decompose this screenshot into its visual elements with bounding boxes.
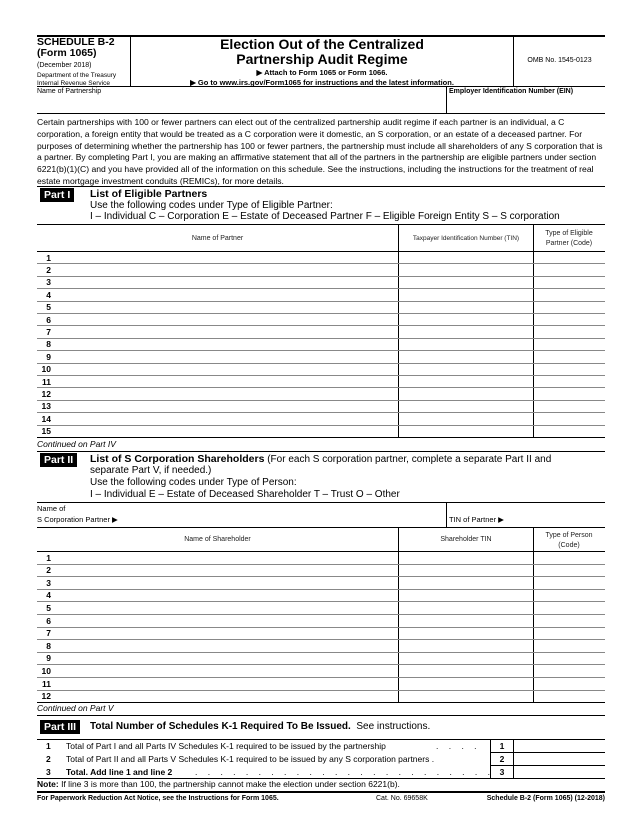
part1-partner-name-cell[interactable]: [56, 313, 398, 325]
scorp-partner-field[interactable]: [130, 504, 446, 526]
part2-shareholder-name-cell[interactable]: [56, 664, 398, 677]
part1-partner-name-cell[interactable]: [56, 400, 398, 412]
part1-partner-name-cell[interactable]: [56, 363, 398, 375]
scorp-partner-label: S Corporation Partner ▶: [37, 515, 118, 524]
part3-amount-field[interactable]: [514, 753, 605, 766]
part2-shareholder-name-cell[interactable]: [56, 690, 398, 703]
part2-tin-cell[interactable]: [399, 652, 533, 665]
note-text: If line 3 is more than 100, the partnership cannot make the election under section 6221(b).: [58, 779, 400, 789]
form-date: (December 2018): [37, 62, 92, 69]
omb-number: OMB No. 1545-0123: [527, 57, 592, 64]
part2-row-number: 7: [46, 628, 51, 639]
part2-row-number: 11: [42, 678, 51, 689]
note-label: Note:: [37, 779, 59, 789]
part1-type-cell[interactable]: [534, 325, 605, 337]
part3-leader-dots: . . . .: [436, 741, 481, 751]
part1-tin-cell[interactable]: [399, 387, 533, 399]
partnership-name-field[interactable]: [37, 97, 446, 112]
part1-partner-name-cell[interactable]: [56, 387, 398, 399]
part2-type-cell[interactable]: [534, 564, 605, 577]
part1-partner-name-cell[interactable]: [56, 301, 398, 313]
form-number: (Form 1065): [37, 47, 97, 59]
part3-line-text: Total. Add line 1 and line 2: [66, 767, 173, 777]
col-tin: Taxpayer Identification Number (TIN): [412, 235, 520, 242]
col-shareholder-tin: Shareholder TIN: [440, 536, 492, 543]
part3-line-number: 1: [46, 741, 51, 751]
tin-of-partner-field[interactable]: [515, 504, 605, 526]
part1-tin-cell[interactable]: [399, 412, 533, 424]
part2-title-rest: (For each S corporation partner, complete a separate Part II and: [264, 454, 552, 465]
part2-row-number: 2: [46, 565, 51, 576]
part3-see: See instructions.: [356, 721, 431, 732]
part2-row-number: 9: [46, 653, 51, 664]
part1-type-cell[interactable]: [534, 276, 605, 288]
part1-row-number: 7: [46, 326, 51, 337]
part1-row-number: 10: [41, 364, 51, 375]
part2-row-number: 6: [46, 615, 51, 626]
part2-label: Part II: [40, 453, 77, 467]
part3-amount-field[interactable]: [514, 740, 605, 753]
part2-type-cell[interactable]: [534, 652, 605, 665]
part3-line-text: Total of Part I and all Parts IV Schedules K-1 required to be issued by the partnership: [66, 741, 386, 751]
part1-partner-name-cell[interactable]: [56, 412, 398, 424]
ein-field[interactable]: [447, 97, 605, 112]
part2-title-line2: separate Part V, if needed.): [90, 465, 212, 476]
part2-row-number: 5: [46, 602, 51, 613]
part1-row-number: 5: [46, 302, 51, 313]
part2-tin-cell[interactable]: [399, 664, 533, 677]
part3-box-number: 3: [499, 767, 505, 777]
part1-tin-cell[interactable]: [399, 325, 533, 337]
part2-tin-cell[interactable]: [399, 589, 533, 602]
part1-partner-name-cell[interactable]: [56, 263, 398, 275]
part1-row-number: 3: [46, 277, 51, 288]
part1-partner-name-cell[interactable]: [56, 425, 398, 437]
part1-partner-name-cell[interactable]: [56, 350, 398, 362]
part1-tin-cell[interactable]: [399, 350, 533, 362]
part2-type-cell[interactable]: [534, 677, 605, 690]
part1-partner-name-cell[interactable]: [56, 338, 398, 350]
part2-shareholder-name-cell[interactable]: [56, 551, 398, 564]
part2-shareholder-name-cell[interactable]: [56, 639, 398, 652]
part2-shareholder-name-cell[interactable]: [56, 627, 398, 640]
part3-line-number: 3: [46, 767, 51, 777]
part1-codes-intro: Use the following codes under Type of Eligible Partner:: [90, 200, 333, 211]
part1-type-cell[interactable]: [534, 425, 605, 437]
part1-tin-cell[interactable]: [399, 263, 533, 275]
part2-tin-cell[interactable]: [399, 551, 533, 564]
part2-row-number: 12: [41, 691, 51, 702]
part2-shareholder-name-cell[interactable]: [56, 576, 398, 589]
footer-form-id: Schedule B-2 (Form 1065) (12-2018): [486, 795, 605, 802]
form-id-block: [37, 37, 137, 88]
part2-shareholder-name-cell[interactable]: [56, 677, 398, 690]
col-name-of-partner: Name of Partner: [191, 235, 244, 242]
part2-shareholder-name-cell[interactable]: [56, 652, 398, 665]
col-name-of-shareholder: Name of Shareholder: [184, 536, 251, 543]
part2-type-cell[interactable]: [534, 551, 605, 564]
part1-row-number: 8: [46, 339, 51, 350]
form-title: Election Out of the Centralized: [220, 36, 424, 52]
part1-partner-name-cell[interactable]: [56, 276, 398, 288]
part1-partner-name-cell[interactable]: [56, 251, 398, 263]
part1-tin-cell[interactable]: [399, 425, 533, 437]
part3-box-number: 2: [499, 754, 505, 764]
part1-tin-cell[interactable]: [399, 400, 533, 412]
part1-tin-cell[interactable]: [399, 363, 533, 375]
part3-title-wrap: [90, 721, 430, 733]
part2-codes-intro: Use the following codes under Type of Person:: [90, 477, 297, 488]
part1-tin-cell[interactable]: [399, 301, 533, 313]
form-title-line2: Partnership Audit Regime: [236, 51, 408, 67]
part1-label: Part I: [40, 188, 74, 202]
attach-note: ▶ Attach to Form 1065 or Form 1066.: [256, 68, 388, 77]
part1-row-number: 15: [41, 426, 51, 437]
part2-tin-cell[interactable]: [399, 576, 533, 589]
part1-type-cell[interactable]: [534, 350, 605, 362]
part1-type-cell[interactable]: [534, 412, 605, 424]
part1-type-cell[interactable]: [534, 387, 605, 399]
part1-row-number: 1: [46, 252, 51, 263]
part2-tin-cell[interactable]: [399, 690, 533, 703]
part1-row-number: 12: [41, 388, 51, 399]
part1-type-cell[interactable]: [534, 313, 605, 325]
part1-type-cell[interactable]: [534, 288, 605, 300]
part1-row-number: 14: [41, 413, 51, 424]
part2-type-cell[interactable]: [534, 601, 605, 614]
col-person-type: Type of Person (Code): [545, 532, 593, 549]
title-block: [131, 37, 513, 88]
part2-tin-cell[interactable]: [399, 677, 533, 690]
part3-line-text: Total of Part II and all Parts V Schedules K-1 required to be issued by any S corporation partners .: [66, 754, 435, 764]
tin-of-partner-label: TIN of Partner ▶: [449, 515, 504, 524]
part1-type-cell[interactable]: [534, 263, 605, 275]
part1-tin-cell[interactable]: [399, 338, 533, 350]
part1-title: List of Eligible Partners: [90, 188, 208, 200]
part1-row-number: 9: [46, 351, 51, 362]
agency: Internal Revenue Service: [37, 80, 110, 87]
schedule-id: SCHEDULE B-2: [37, 36, 115, 48]
goto-note: ▶ Go to www.irs.gov/Form1065 for instructions and the latest information.: [190, 78, 454, 87]
part2-type-cell[interactable]: [534, 614, 605, 627]
part2-tin-cell[interactable]: [399, 601, 533, 614]
col-partner-type: Type of Eligible Partner (Code): [545, 230, 593, 247]
part2-type-cell[interactable]: [534, 639, 605, 652]
part1-tin-cell[interactable]: [399, 276, 533, 288]
intro-text: Certain partnerships with 100 or fewer partners can elect out of the centralized partnership audit regime if each partner is an individual, a C corporation, a foreign entity that would be treated as a C corporation were it domestic, an S corporation, or an estate of a deceased partner. For purposes of determining whether the partnership has 100 or fewer partners, the partnership must include all shareholders of any S corporation that is a partner. By completing Part I, you are making an affirmative statement that all of the partners in the partnership are eligible partners under section 6221(b)(1)(C) and you have provided all of the information on this schedule. See the instructions, including the instructions for the treatment of real estate mortgage investment conduits (REMICs), for more details.: [37, 117, 603, 186]
part2-shareholder-name-cell[interactable]: [56, 601, 398, 614]
part2-type-cell[interactable]: [534, 627, 605, 640]
part1-type-cell[interactable]: [534, 400, 605, 412]
part2-row-number: 8: [46, 640, 51, 651]
part2-type-cell[interactable]: [534, 664, 605, 677]
name-of-label: Name of: [37, 504, 66, 513]
part1-codes: I – Individual C – Corporation E – Estate of Deceased Partner F – Eligible Foreign Entity S – S corporation: [90, 211, 560, 222]
part1-row-number: 13: [41, 401, 51, 412]
part1-type-cell[interactable]: [534, 301, 605, 313]
part2-tin-cell[interactable]: [399, 564, 533, 577]
part2-shareholder-name-cell[interactable]: [56, 589, 398, 602]
part1-tin-cell[interactable]: [399, 288, 533, 300]
part3-title: Total Number of Schedules K-1 Required To Be Issued.: [90, 721, 351, 732]
part2-tin-cell[interactable]: [399, 627, 533, 640]
part1-type-cell[interactable]: [534, 338, 605, 350]
part2-row-number: 4: [46, 590, 51, 601]
part1-type-cell[interactable]: [534, 363, 605, 375]
partnership-name-label: Name of Partnership: [37, 88, 102, 95]
part1-row-number: 6: [46, 314, 51, 325]
part2-tin-cell[interactable]: [399, 614, 533, 627]
part1-tin-cell[interactable]: [399, 375, 533, 387]
part1-type-cell[interactable]: [534, 251, 605, 263]
part2-row-number: 1: [46, 552, 51, 563]
part1-row-number: 4: [46, 289, 51, 300]
part3-line-number: 2: [46, 754, 51, 764]
part2-shareholder-name-cell[interactable]: [56, 614, 398, 627]
part2-tin-cell[interactable]: [399, 639, 533, 652]
part3-note: [37, 779, 400, 789]
department: Department of the Treasury: [37, 72, 117, 79]
part2-type-cell[interactable]: [534, 690, 605, 703]
part2-continued: Continued on Part V: [37, 703, 114, 713]
part1-row-number: 2: [46, 264, 51, 275]
footer-cat-no: Cat. No. 69658K: [376, 795, 428, 802]
footer-paperwork: For Paperwork Reduction Act Notice, see the Instructions for Form 1065.: [37, 795, 279, 802]
part1-partner-name-cell[interactable]: [56, 288, 398, 300]
ein-label: Employer Identification Number (EIN): [449, 88, 574, 95]
part1-partner-name-cell[interactable]: [56, 375, 398, 387]
part2-shareholder-name-cell[interactable]: [56, 564, 398, 577]
part1-continued: Continued on Part IV: [37, 439, 116, 449]
part3-leader-dots: . . . . . . . . . . . . . . . . . . . . . . . .: [195, 767, 494, 777]
part2-row-number: 10: [41, 665, 51, 676]
part1-tin-cell[interactable]: [399, 313, 533, 325]
part2-row-number: 3: [46, 577, 51, 588]
part1-row-number: 11: [42, 376, 51, 387]
part3-box-number: 1: [499, 741, 505, 751]
part2-title: List of S Corporation Shareholders: [90, 453, 265, 465]
part1-tin-cell[interactable]: [399, 251, 533, 263]
part2-type-cell[interactable]: [534, 576, 605, 589]
part1-partner-name-cell[interactable]: [56, 325, 398, 337]
part2-type-cell[interactable]: [534, 589, 605, 602]
part1-type-cell[interactable]: [534, 375, 605, 387]
part2-codes: I – Individual E – Estate of Deceased Shareholder T – Trust O – Other: [90, 489, 400, 500]
part3-label: Part III: [40, 720, 80, 734]
